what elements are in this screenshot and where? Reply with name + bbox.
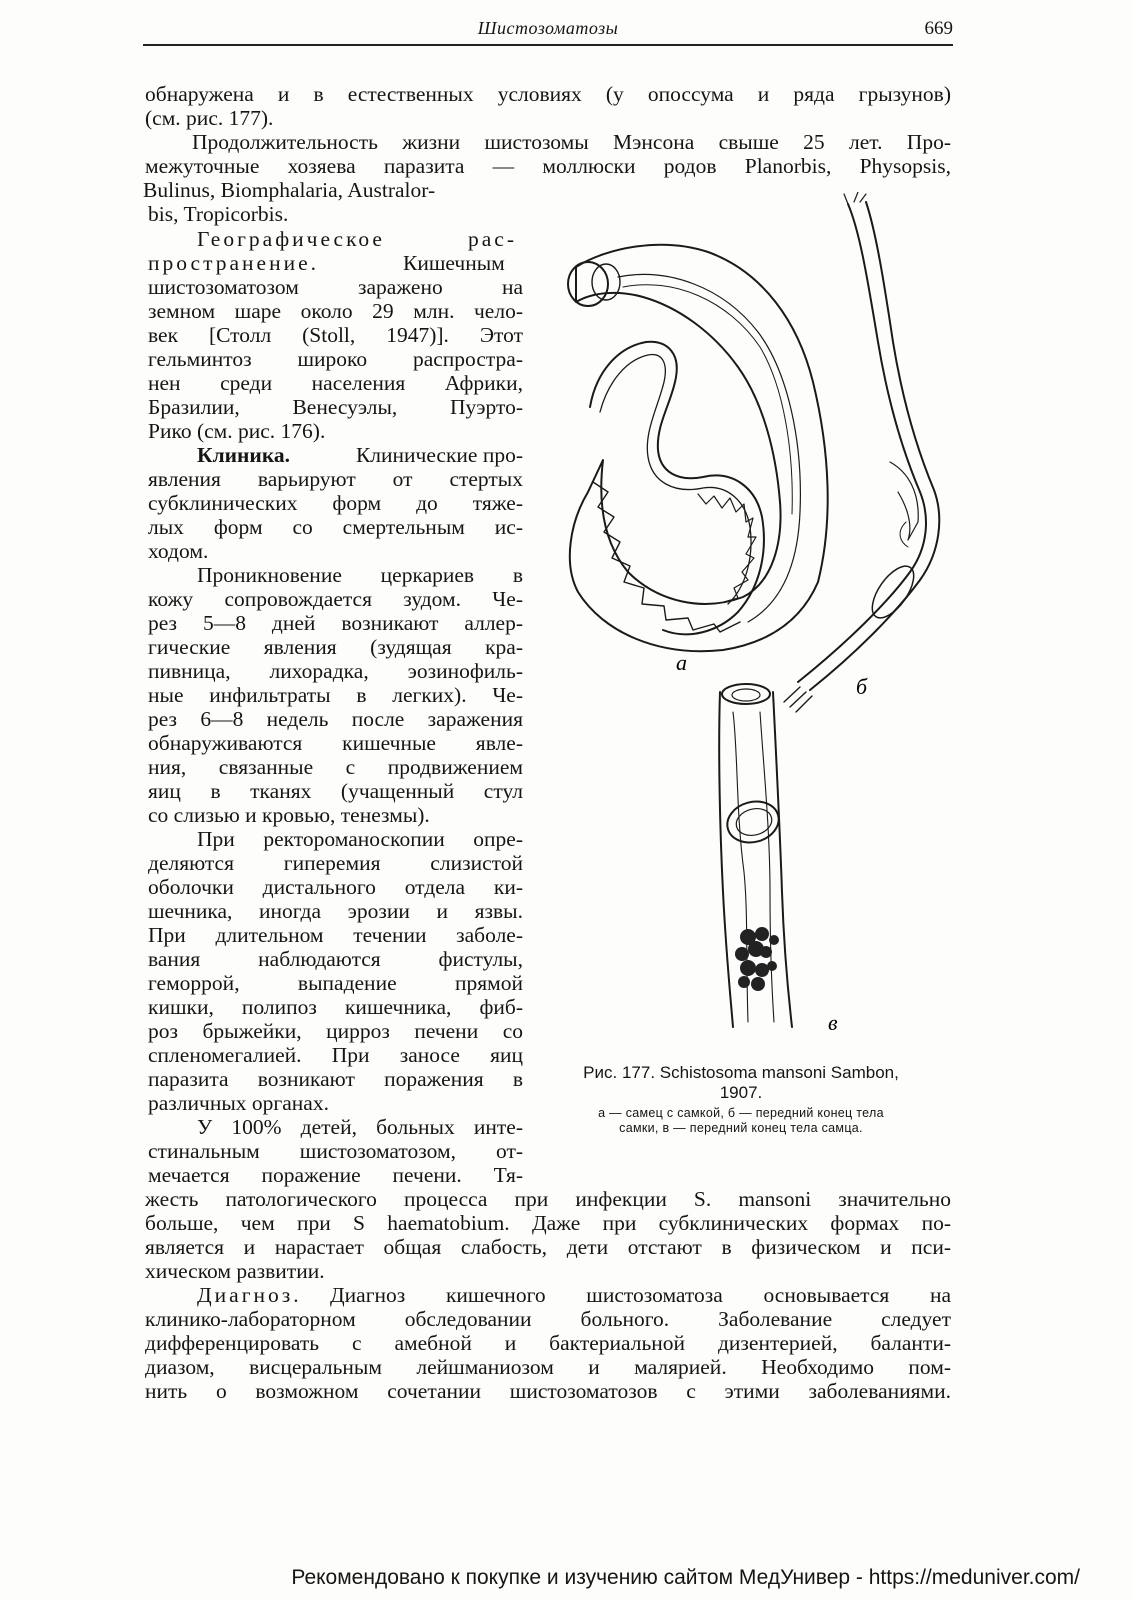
text-line: субклинических форм до тяже- [148, 491, 523, 515]
text-line: геморрой, выпадение прямой [148, 971, 523, 995]
text-line: кожу сопровождается зудом. Че- [148, 587, 523, 611]
footer-text: Рекомендовано к покупке и изучению сайтом МедУнивер - https://meduniver.com/ [291, 1566, 1080, 1589]
text-line: спленомегалией. При заносе яиц [148, 1043, 523, 1067]
text-line: хическом развитии. [145, 1259, 325, 1283]
text-line: стинальным шистозоматозом, от- [148, 1139, 523, 1163]
text-line: вания наблюдаются фистулы, [148, 947, 523, 971]
text-line: межуточные хозяева паразита — моллюски родов Planorbis, Physopsis, [145, 154, 951, 178]
text-line: При ректороманоскопии опре- [197, 827, 523, 851]
page-header [143, 18, 953, 46]
label-v: в [828, 1010, 838, 1035]
text-line: лых форм со смертельным ис- [148, 515, 523, 539]
text-line: жесть патологического процесса при инфекции S. mansoni значительно [145, 1187, 951, 1211]
text-line: bis, Tropicorbis. [148, 202, 289, 226]
text-line: гельминтоз широко распростра- [148, 347, 523, 371]
text-line: яиц в тканях (учащенный стул [148, 779, 523, 803]
label-b: б [856, 674, 868, 699]
section-heading-diagnosis: Диагноз. [197, 1283, 302, 1307]
text-line: обнаруживаются кишечные явле- [148, 731, 523, 755]
testes-cluster [735, 927, 779, 991]
text-line: паразита возникают поражения в [148, 1067, 523, 1091]
text-line: роз брыжейки, цирроз печени со [148, 1019, 523, 1043]
text-fragment: Клинические про- [355, 443, 523, 467]
text-line: Bulinus, Biomphalaria, Australor- [143, 178, 436, 202]
text-line: У 100% детей, больных инте- [197, 1115, 523, 1139]
section-heading-geography: Географическое [197, 227, 385, 251]
text-line: дифференцировать с амебной и бактериальной дизентерией, баланти- [145, 1331, 951, 1355]
text-line: ные инфильтраты в легких). Че- [148, 683, 523, 707]
section-heading-clinic: Клиника. [197, 443, 291, 467]
male-anterior-end [719, 692, 733, 1027]
text-fragment: рас- [468, 227, 517, 251]
text-fragment: Диагноз кишечного шистозоматоза основывается на [330, 1283, 951, 1307]
running-title: Шистозоматозы [477, 18, 619, 38]
caption-legend-line-1: а — самец с самкой, б — передний конец тела [598, 1106, 884, 1120]
text-line: больше, чем при S haematobium. Даже при субклинических формах по- [145, 1211, 951, 1235]
text-line: Рико (см. рис. 176). [148, 419, 326, 443]
text-line: Проникновение церкариев в [197, 563, 523, 587]
figure-illustration [548, 192, 948, 1052]
text-line: (см. рис. 177). [145, 106, 274, 130]
text-fragment: Кишечным [403, 251, 505, 275]
text-line: ния, связанные с продвижением [148, 755, 523, 779]
text-line: деляются гиперемия слизистой [148, 851, 523, 875]
text-line: Бразилии, Венесуэлы, Пуэрто- [148, 395, 523, 419]
text-line: шечника, иногда эрозии и язвы. [148, 899, 523, 923]
ventral-sucker [723, 796, 784, 848]
text-line: пивница, лихорадка, эозинофиль- [148, 659, 523, 683]
text-line: век [Столл (Stoll, 1947)]. Этот [148, 323, 523, 347]
figure-caption-legend [545, 1106, 937, 1136]
male-worm-inner-line [618, 274, 800, 622]
section-heading-geography-cont: пространение. [148, 251, 320, 275]
text-line: диазом, висцеральным лейшманиозом и малярией. Необходимо пом- [145, 1355, 951, 1379]
text-line: шистозоматозом заражено на [148, 275, 523, 299]
text-line: обнаружена и в естественных условиях (у опоссума и ряда грызунов) [145, 82, 951, 106]
text-line: гические явления (зудящая кра- [148, 635, 523, 659]
caption-legend-line-2: самки, в — передний конец тела самца. [619, 1121, 863, 1135]
text-line: нить о возможном сочетании шистозоматозов с этими заболеваниями. [145, 1379, 951, 1403]
female-anterior-end [798, 204, 926, 682]
text-line: земном шаре около 29 млн. чело- [148, 299, 523, 323]
text-line: является и нарастает общая слабость, дети отстают в физическом и пси- [145, 1235, 951, 1259]
label-a: а [676, 650, 687, 675]
text-line: рез 5—8 дней возникают аллер- [148, 611, 523, 635]
text-line: со слизью и кровью, тенезмы). [148, 803, 430, 827]
text-line: клинико-лабораторном обследовании больного. Заболевание следует [145, 1307, 951, 1331]
figure-schistosoma [548, 192, 948, 1052]
caption-title-line-1: Рис. 177. Schistosoma mansoni Sambon, [583, 1063, 899, 1082]
figure-caption-title [545, 1063, 937, 1103]
text-line: мечается поражение печени. Тя- [148, 1163, 523, 1187]
text-line: оболочки дистального отдела ки- [148, 875, 523, 899]
text-line: рез 6—8 недель после заражения [148, 707, 523, 731]
text-line: Продолжительность жизни шистозомы Мэнсона свыше 25 лет. Про- [192, 130, 951, 154]
text-line: При длительном течении заболе- [148, 923, 523, 947]
text-line: кишки, полипоз кишечника, фиб- [148, 995, 523, 1019]
text-line: различных органах. [148, 1091, 329, 1115]
text-line: нен среди населения Африки, [148, 371, 523, 395]
male-worm-body [570, 245, 828, 651]
page-number: 669 [924, 18, 953, 39]
text-line: ходом. [148, 539, 209, 563]
text-line: явления варьируют от стертых [148, 467, 523, 491]
caption-title-line-2: 1907. [719, 1083, 763, 1102]
